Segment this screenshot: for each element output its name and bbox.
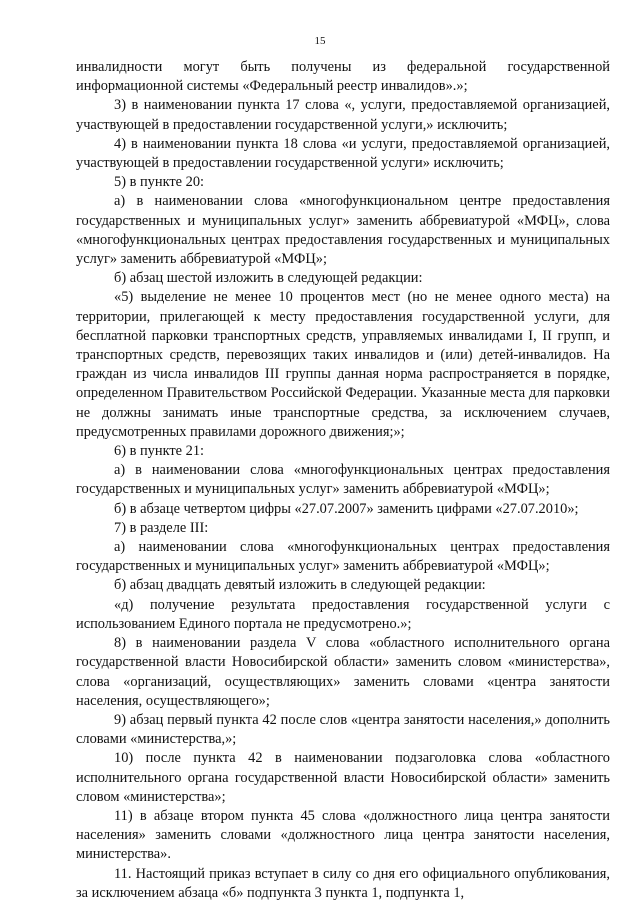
paragraph: 5) в пункте 20: (114, 174, 205, 191)
paragraph: 6) в пункте 21: (114, 443, 205, 460)
paragraph: а) в наименовании слова «многофункциональном центре предоставления государственных и муниципальных услуг» заменить аббревиатурой «МФЦ», слова «многофункциональных центрах предоставления государственных и муниципальных услуг» заменить аббревиатурой «МФЦ»; (76, 193, 610, 268)
paragraph: б) в абзаце четвертом цифры «27.07.2007» заменить цифрами «27.07.2010»; (114, 500, 579, 517)
paragraph: «д) получение результата предоставления государственной услуги с использованием Единого портала не предусмотрено.»; (76, 596, 610, 632)
paragraph: а) в наименовании слова «многофункциональных центрах предоставления государственных и муниципальных услуг» заменить аббревиатурой «МФЦ»; (76, 462, 610, 498)
page-number: 15 (314, 35, 326, 47)
document-body (76, 58, 610, 903)
paragraph: 10) после пункта 42 в наименовании подзаголовка слова «областного исполнительного органа государственной власти Новосибирской области» заменить словом «министерства»; (76, 750, 610, 805)
paragraph: инвалидности могут быть получены из федеральной государственной информационной системы «Федеральный реестр инвалидов».»; (76, 59, 610, 95)
paragraph: 3) в наименовании пункта 17 слова «, услуги, предоставляемой организацией, участвующей в предоставлении государственной услуги,» исключить; (76, 97, 610, 133)
paragraph: «5) выделение не менее 10 процентов мест (но не менее одного места) на территории, прилегающей к месту предоставления государственной услуги, для бесплатной парковки транспортных средств, управляемых инвалидами I, II групп, и транспортных средств, перевозящих таких инвалидов и (или) детей-инвалидов. На граждан из числа инвалидов III группы данная норма распространяется в порядке, определенном Правительством Российской Федерации. Указанные места для парковки не должны занимать иные транспортные средства, за исключением случаев, предусмотренных правилами дорожного движения;»; (76, 289, 610, 440)
paragraph: 11. Настоящий приказ вступает в силу со дня его официального опубликования, за исключением абзаца «б» подпункта 3 пункта 1, подпункта 1, (76, 865, 610, 901)
paragraph: 7) в разделе III: (114, 519, 209, 536)
paragraph: 11) в абзаце втором пункта 45 слова «должностного лица центра занятости населения» заменить словами «должностного лица центра занятости населения, министерства». (76, 807, 610, 863)
paragraph: б) абзац шестой изложить в следующей редакции: (114, 270, 423, 287)
paragraph: а) наименовании слова «многофункциональных центрах предоставления государственных и муниципальных услуг» заменить аббревиатурой «МФЦ»; (76, 539, 610, 575)
paragraph: 9) абзац первый пункта 42 после слов «центра занятости населения,» дополнить словами «министерства,»; (76, 711, 610, 748)
paragraph: б) абзац двадцать девятый изложить в следующей редакции: (114, 577, 486, 594)
paragraph: 4) в наименовании пункта 18 слова «и услуги, предоставляемой организацией, участвующей в предоставлении государственной услуги» исключить; (76, 135, 610, 172)
paragraph: 8) в наименовании раздела V слова «областного исполнительного органа государственной власти Новосибирской области» заменить словом «министерства», слова «организаций, осуществляющих» заменить словами «центра занятости населения, осуществляющего»; (76, 635, 610, 709)
